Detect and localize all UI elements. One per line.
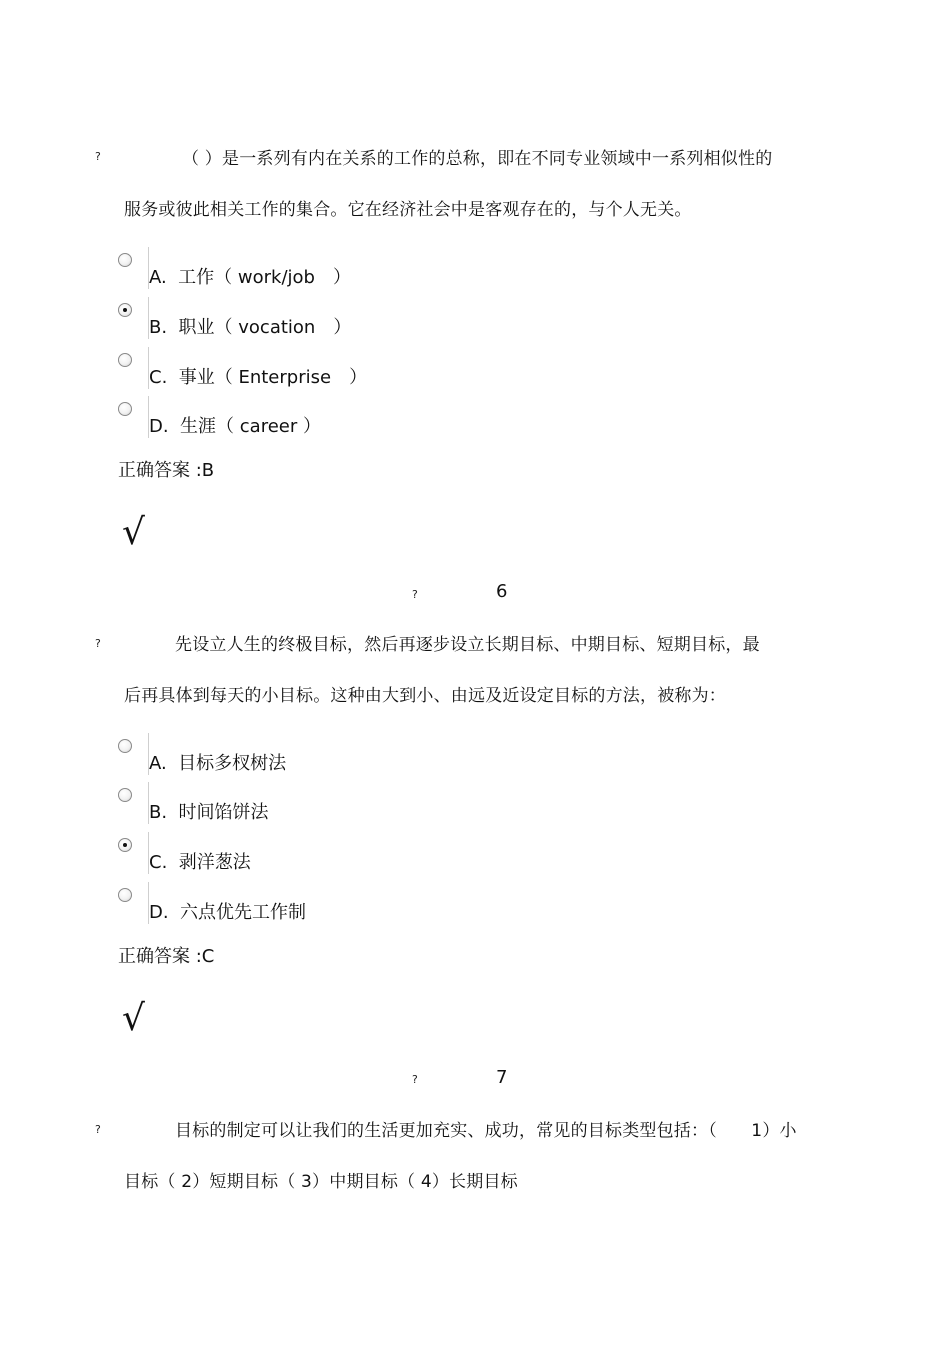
correct-answer: 正确答案 :C bbox=[118, 946, 215, 967]
option-label: C. 剥洋葱法 bbox=[149, 852, 251, 873]
radio-button[interactable] bbox=[118, 888, 132, 902]
answer-option-b[interactable] bbox=[118, 782, 538, 826]
radio-button[interactable] bbox=[118, 402, 132, 416]
question-marker: ? bbox=[95, 637, 101, 650]
option-label: D. 生涯（ career ） bbox=[149, 416, 321, 437]
option-label: A. 工作（ work/job ） bbox=[149, 267, 351, 288]
question-stem-line: 目标（ 2）短期目标（ 3）中期目标（ 4）长期目标 bbox=[124, 1172, 518, 1192]
question-stem-line: （ ）是一系列有内在关系的工作的总称，即在不同专业领域中一系列相似性的 bbox=[182, 149, 773, 169]
question-marker: ? bbox=[95, 1123, 101, 1136]
option-label: A. 目标多杈树法 bbox=[149, 753, 287, 774]
answer-option-b[interactable] bbox=[118, 297, 538, 341]
check-mark-icon: √ bbox=[122, 512, 145, 553]
question-number: 7 bbox=[496, 1067, 508, 1088]
question-marker: ? bbox=[412, 588, 418, 601]
question-marker: ? bbox=[95, 150, 101, 163]
question-stem-line: 后再具体到每天的小目标。这种由大到小、由远及近设定目标的方法，被称为： bbox=[124, 686, 726, 706]
radio-button[interactable] bbox=[118, 739, 132, 753]
question-number: 6 bbox=[496, 581, 508, 602]
answer-option-d[interactable] bbox=[118, 396, 538, 440]
option-label: D. 六点优先工作制 bbox=[149, 902, 307, 923]
radio-button[interactable] bbox=[118, 353, 132, 367]
radio-button-selected[interactable] bbox=[118, 303, 132, 317]
question-marker: ? bbox=[412, 1073, 418, 1086]
answer-option-a[interactable] bbox=[118, 733, 538, 777]
question-stem-line: 目标的制定可以让我们的生活更加充实、成功，常见的目标类型包括：（ 1）小 bbox=[175, 1121, 797, 1141]
option-label: B. 职业（ vocation ） bbox=[149, 317, 352, 338]
option-label: B. 时间馅饼法 bbox=[149, 802, 269, 823]
answer-option-c[interactable] bbox=[118, 832, 538, 876]
question-stem-line: 服务或彼此相关工作的集合。它在经济社会中是客观存在的，与个人无关。 bbox=[124, 200, 692, 220]
radio-button[interactable] bbox=[118, 788, 132, 802]
question-stem-line: 先设立人生的终极目标，然后再逐步设立长期目标、中期目标、短期目标，最 bbox=[175, 635, 760, 655]
check-mark-icon: √ bbox=[122, 998, 145, 1039]
option-label: C. 事业（ Enterprise ） bbox=[149, 367, 368, 388]
correct-answer: 正确答案 :B bbox=[118, 460, 215, 481]
radio-button[interactable] bbox=[118, 253, 132, 267]
answer-option-d[interactable] bbox=[118, 882, 538, 926]
radio-button-selected[interactable] bbox=[118, 838, 132, 852]
answer-option-c[interactable] bbox=[118, 347, 538, 391]
answer-option-a[interactable] bbox=[118, 247, 538, 291]
